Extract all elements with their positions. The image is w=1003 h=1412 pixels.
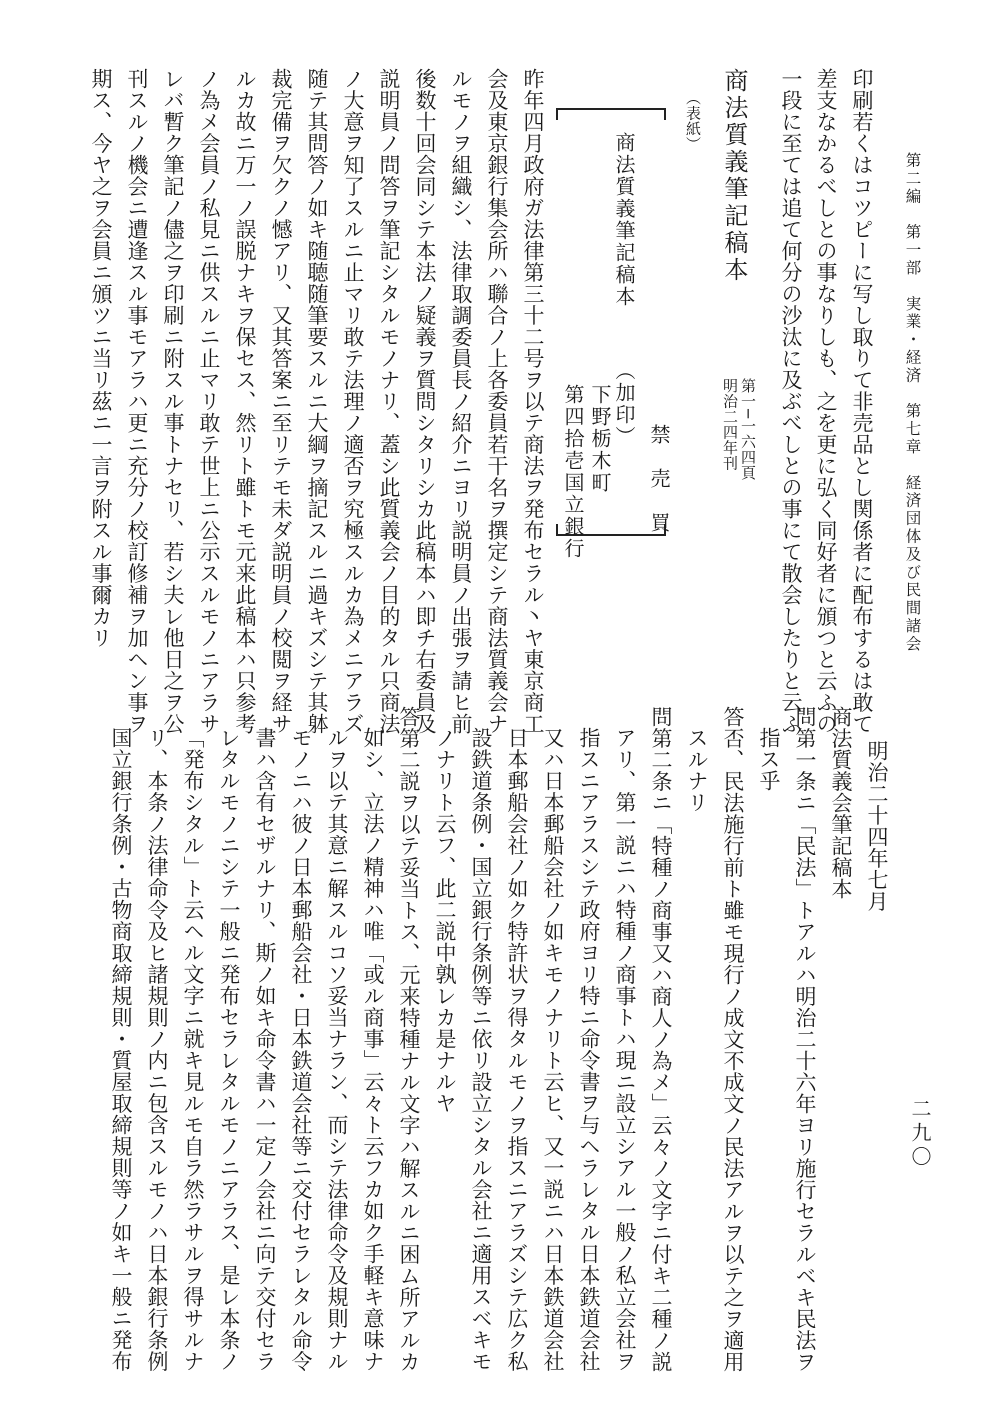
qa-line: 答第二説ヲ以テ妥当トス、元来特種ナル文字ハ解スルニ困ム所アルカ	[397, 706, 421, 1373]
qa-line: 又ハ日本郵船会社ノ如キモノナリト云ヒ、又一説ニハ日本鉄道会社	[541, 727, 565, 1372]
preface-line: ルモノヲ組織シ、法律取調委員長ノ紹介ニヨリ説明員ノ出張ヲ請ヒ前	[449, 68, 473, 735]
running-header: 第二編 第一部 実業・経済 第七章 経済団体及び民間諸会	[903, 152, 922, 654]
preface-line: 裁完備ヲ欠クノ憾アリ、又其答案ニ至リテモ未ダ説明員ノ校閲ヲ経サ	[269, 68, 293, 735]
preface-line: レバ暫ク筆記ノ儘之ヲ印刷ニ附スル事トナセリ、若シ夫レ他日之ヲ公	[161, 68, 185, 735]
qa-line: 「発布シタル」ト云ヘル文字ニ就キ見ルモ自ラ然ラサルヲ得サルナ	[181, 727, 205, 1372]
intro-line: 一段に至ては追て何分の沙汰に及ぶべしとの事にて散会したりと云ふ	[779, 68, 803, 735]
cover-stamp-mark: （加印）	[612, 360, 636, 448]
preface-line: 後数十回会同シテ本法ノ疑義ヲ質問シタリシカ此稿本ハ即チ右委員及	[413, 68, 437, 735]
qa-line: 問第一条ニ「民法」トアルハ明治二十六年ヨリ施行セラルベキ民法ヲ	[793, 706, 817, 1373]
source-date: 明治二四年刊	[721, 378, 739, 471]
qa-line: 指ス乎	[757, 727, 781, 792]
intro-line: 差支なかるべしとの事なりしも、之を更に弘く同好者に頒つと云ふの	[814, 68, 838, 735]
preface-line: 刊スルノ機会ニ遭逢スル事モアラハ更ニ充分ノ校訂修補ヲ加ヘン事ヲ	[125, 68, 149, 735]
preface-line: ノ為メ会員ノ私見ニ供スルニ止マリ敢テ世上ニ公示スルモノニアラサ	[197, 68, 221, 735]
qa-line: 如シ、立法ノ精神ハ唯「或ル商事」云々ト云フカ如ク手軽キ意味ナ	[361, 727, 385, 1372]
qa-line: 日本郵船会社ノ如ク特許状ヲ得タルモノヲ指スニアラズシテ広ク私	[505, 727, 529, 1372]
preface-line: ノ大意ヲ知了スルニ止マリ敢テ法理ノ適否ヲ究極スルカ為メニアラズ	[341, 68, 365, 735]
document-title: 商法質義筆記稿本	[720, 68, 748, 284]
cover-bank: 第四拾壱国立銀行	[561, 384, 585, 560]
cover-place: 下野栃木町	[588, 384, 612, 494]
qa-line: ノナリト云フ、此二説中孰レカ是ナルヤ	[433, 727, 457, 1114]
qa-line: 答否、民法施行前ト雖モ現行ノ成文不成文ノ民法アルヲ以テ之ヲ適用	[721, 706, 745, 1373]
preface-line: 随テ其問答ノ如キ随聴随筆要スルニ大綱ヲ摘記スルニ過キズシテ其躰	[305, 68, 329, 735]
preface-line: 会及東京銀行集会所ハ聯合ノ上各委員若干名ヲ撰定シテ商法質義会ナ	[485, 68, 509, 735]
qa-line: 設鉄道条例・国立銀行条例等ニ依リ設立シタル会社ニ適用スベキモ	[469, 727, 493, 1372]
preface-line: 昨年四月政府ガ法律第三十二号ヲ以テ商法ヲ発布セラル丶ヤ東京商工	[521, 68, 545, 735]
qa-line: 書ハ含有セザルナリ、斯ノ如キ命令書ハ一定ノ会社ニ向テ交付セラ	[253, 727, 277, 1372]
cover-bracket-top	[556, 108, 666, 120]
qa-line: スルナリ	[685, 727, 709, 813]
cover-label: （表紙）	[684, 90, 702, 152]
record-date: 明治二十四年七月	[865, 740, 889, 912]
qa-line: 問第二条ニ「特種ノ商事又ハ商人ノ為メ」云々ノ文字ニ付キ二種ノ説	[649, 706, 673, 1373]
source-pages: 第一─一六四頁	[739, 378, 757, 481]
qa-line: 国立銀行条例・古物商取締規則・質屋取締規則等ノ如キ一般ニ発布	[109, 727, 133, 1372]
qa-line: モノニハ彼ノ日本郵船会社・日本鉄道会社等ニ交付セラレタル命令	[289, 727, 313, 1372]
qa-line: リ、本条ノ法律命令及ヒ諸規則ノ内ニ包含スルモノハ日本銀行条例	[145, 727, 169, 1372]
qa-line: レタルモノニシテ一般ニ発布セラレタルモノニアラス、是レ本条ノ	[217, 727, 241, 1372]
preface-line: 期ス、今ヤ之ヲ会員ニ頒ツニ当リ茲ニ一言ヲ附スル事爾カリ	[89, 68, 113, 649]
preface-line: ルカ故ニ万一ノ誤脱ナキヲ保セス、然リト雖トモ元来此稿本ハ只参考	[233, 68, 257, 735]
qa-line: ルヲ以テ其意ニ解スルコソ妥当ナラン、而シテ法律命令及規則ナル	[325, 727, 349, 1372]
cover-title: 商法質義筆記稿本	[612, 132, 636, 308]
page-number: 二九〇	[908, 1098, 932, 1170]
intro-line: 印刷若くはコツピーに写し取りて非売品とし関係者に配布するは敢て	[850, 68, 874, 735]
cover-forbid-sale: 禁 売 買	[647, 424, 671, 534]
record-title: 商法質義会筆記稿本	[829, 706, 853, 900]
qa-line: アリ、第一説ニハ特種ノ商事トハ現ニ設立シアル一般ノ私立会社ヲ	[613, 727, 637, 1372]
qa-line: 指スニアラスシテ政府ヨリ特ニ命令書ヲ与ヘラレタル日本鉄道会社	[577, 727, 601, 1372]
preface-line: 説明員ノ問答ヲ筆記シタルモノナリ、蓋シ此質義会ノ目的タル只商法	[377, 68, 401, 735]
